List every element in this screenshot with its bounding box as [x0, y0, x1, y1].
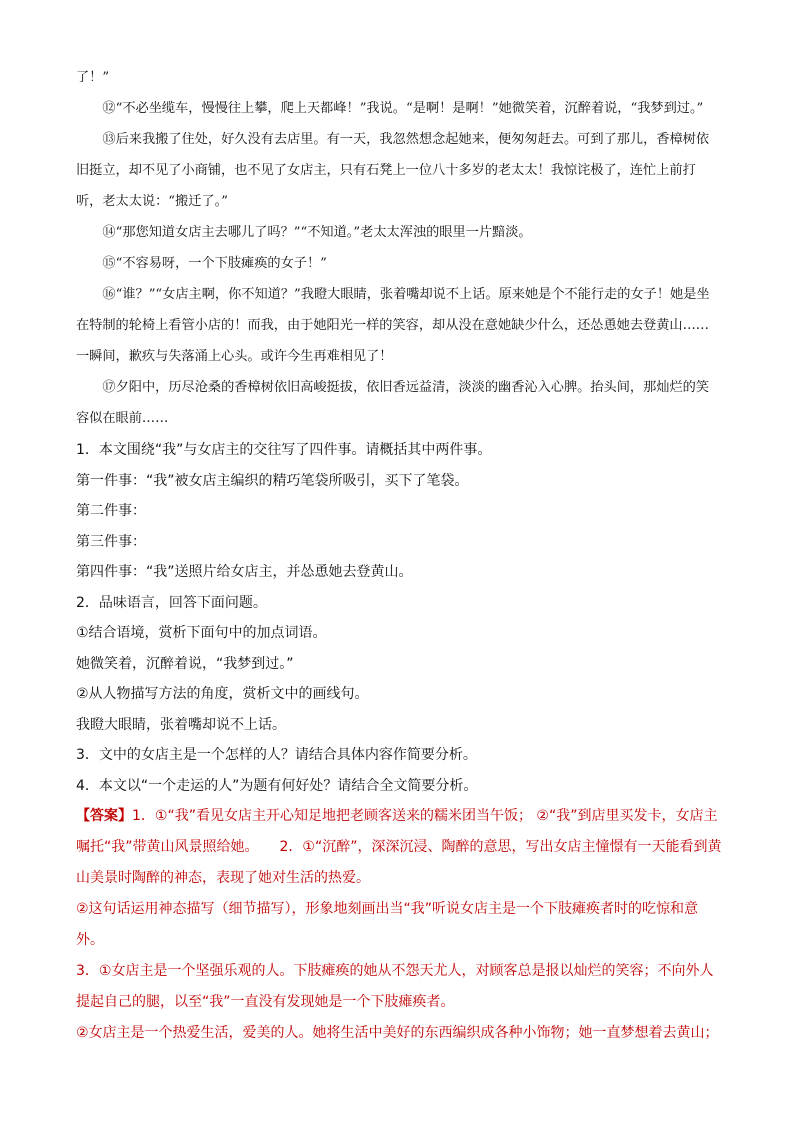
questions-section	[76, 435, 722, 801]
question-1: 1．本文围绕“我”与女店主的交往写了四件事。请概括其中两件事。	[76, 442, 492, 458]
answer-part-2: ②这句话运用神态描写（细节描写），形象地刻画出当“我”听说女店主是一个下肢瘫痪者时的吃惊和意外。	[76, 901, 699, 948]
answer-part-1	[76, 801, 722, 894]
answer-tag: 【答案】	[76, 808, 132, 824]
question-4: 4．本文以“一个走运的人”为题有何好处？请结合全文简要分析。	[76, 777, 478, 794]
question-3: 3．文中的女店主是一个怎样的人？请结合具体内容作简要分析。	[76, 747, 477, 763]
question-1-event-4: 第四件事：“我”送照片给女店主，并怂恿她去登黄山。	[76, 564, 413, 580]
question-2-part-2-sentence: 我瞪大眼睛，张着嘴却说不上话。	[76, 716, 286, 733]
question-2-part-2: ②从人物描写方法的角度，赏析文中的画线句。	[76, 686, 369, 702]
paragraph-17: ⑰夕阳中，历尽沧桑的香樟树依旧高峻挺拔，依旧香远益清，淡淡的幽香沁入心脾。抬头间，那灿烂的笑容似在眼前……	[76, 380, 710, 426]
answer-part-3: 3．①女店主是一个坚强乐观的人。下肢瘫痪的她从不怨天尤人，对顾客总是报以灿烂的笑容；不向外人提起自己的腿，以至“我”一直没有发现她是一个下肢瘫痪者。	[76, 963, 714, 1010]
passage-line-tail: 了！”	[76, 70, 110, 85]
answer-section	[76, 801, 722, 1049]
question-2: 2．品味语言，回答下面问题。	[76, 594, 267, 611]
question-1-event-1: 第一件事：“我”被女店主编织的精巧笔袋所吸引，买下了笔袋。	[76, 472, 469, 489]
answer-text-1: 1．①“我”看见女店主开心知足地把老顾客送来的糯米团当午饭； ②“我”到店里买发卡，女店主嘱托“我”带黄山风景照给她。 2．①“沉醉”，深深沉浸、陶醉的意思，写出女店主憧憬有一天能看到黄山美景时陶醉的神态，表现了她对生活的热爱。	[76, 808, 722, 886]
answer-part-4: ②女店主是一个热爱生活，爱美的人。她将生活中美好的东西编织成各种小饰物；她一直梦想着去黄山；	[76, 1025, 719, 1041]
reading-passage	[76, 62, 722, 434]
question-2-part-1-sentence: 她微笑着，沉醉着说，“我梦到过。”	[76, 655, 294, 672]
paragraph-15: ⑮“不容易呀，一个下肢瘫痪的女子！”	[102, 256, 327, 271]
paragraph-16: ⑯“谁？”“女店主啊，你不知道？”我瞪大眼睛，张着嘴却说不上话。原来她是个不能行走的女子！她是坐在特制的轮椅上看管小店的！而我，由于她阳光一样的笑容，却从没在意她缺少什么，还怂恿她去登黄山……一瞬间，歉疚与失落涌上心头。或许今生再难相见了！	[76, 287, 710, 364]
question-2-part-1: ①结合语境，赏析下面句中的加点词语。	[76, 625, 327, 641]
question-1-event-3: 第三件事：	[76, 533, 146, 550]
paragraph-14: ⑭“那您知道女店主去哪儿了吗？”“不知道。”老太太浑浊的眼里一片黯淡。	[102, 225, 532, 240]
paragraph-12: ⑫“不必坐缆车，慢慢往上攀，爬上天都峰！”我说。“是啊！是啊！”她微笑着，沉醉着说，“我梦到过。”	[102, 101, 704, 116]
question-1-event-2: 第二件事：	[76, 503, 146, 519]
paragraph-13: ⑬后来我搬了住处，好久没有去店里。有一天，我忽然想念起她来，便匆匆赶去。可到了那儿，香樟树依旧挺立，却不见了小商铺，也不见了女店主，只有石凳上一位八十多岁的老太太！我惊诧极了，连忙上前打听，老太太说：“搬迁了。”	[76, 132, 710, 209]
